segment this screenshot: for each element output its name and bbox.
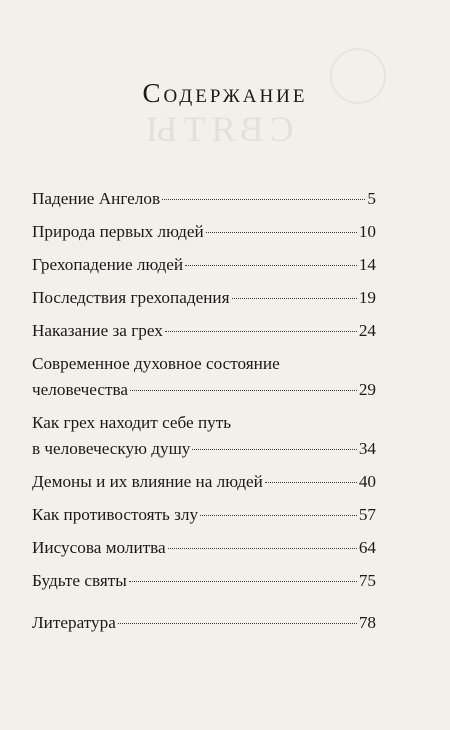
toc-entry-page: 57 <box>358 505 376 524</box>
toc-entry[interactable] <box>32 610 376 636</box>
toc-entry[interactable] <box>32 252 376 278</box>
toc-entry-page: 24 <box>358 321 376 340</box>
dot-leader <box>162 199 365 200</box>
toc-entry-page: 75 <box>358 571 376 590</box>
toc-entry[interactable] <box>32 410 376 462</box>
toc-entry-title-line2: в человеческую душу <box>32 439 191 458</box>
toc-entry-title-block <box>32 410 376 462</box>
toc-entry-title: Падение Ангелов <box>32 189 161 208</box>
toc-entry[interactable] <box>32 568 376 594</box>
page-title: Содержание <box>142 78 308 108</box>
toc-entry-title: Иисусова молитва <box>32 538 166 557</box>
toc-entry-title-line1: Как грех находит себе путь <box>32 413 232 432</box>
toc-entry-title: Демоны и их влияние на людей <box>32 472 263 491</box>
toc-entry[interactable] <box>32 285 376 311</box>
dot-leader <box>185 265 357 266</box>
toc-entry-title-line2: человечества <box>32 380 129 399</box>
dot-leader <box>118 623 357 624</box>
toc-entry[interactable] <box>32 219 376 245</box>
dot-leader <box>129 581 357 582</box>
toc-entry-page: 19 <box>358 288 376 307</box>
toc-entry-page: 34 <box>358 439 376 458</box>
toc-entry[interactable] <box>32 351 376 403</box>
dot-leader <box>200 515 357 516</box>
bleed-through-title: СВЯТЫ <box>140 109 294 149</box>
toc-entry-title-block <box>32 351 376 403</box>
toc-entry[interactable] <box>32 469 376 495</box>
toc-entry-page: 10 <box>358 222 376 241</box>
toc-entry[interactable] <box>32 318 376 344</box>
toc-entry-page: 64 <box>358 538 376 557</box>
dot-leader <box>265 482 357 483</box>
dot-leader <box>165 331 357 332</box>
toc-entry-page: 14 <box>358 255 376 274</box>
toc-entry[interactable] <box>32 535 376 561</box>
toc-entry[interactable] <box>32 502 376 528</box>
dot-leader <box>130 390 357 391</box>
dot-leader <box>192 449 356 450</box>
toc-entry-title: Последствия грехопадения <box>32 288 230 307</box>
toc-entry-page: 5 <box>367 189 376 208</box>
dot-leader <box>168 548 357 549</box>
table-of-contents <box>32 186 376 643</box>
toc-entry-page: 40 <box>358 472 376 491</box>
dot-leader <box>206 232 357 233</box>
toc-entry-title: Как противостоять злу <box>32 505 199 524</box>
toc-entry-title: Литература <box>32 613 116 632</box>
dot-leader <box>232 298 357 299</box>
toc-entry-page: 29 <box>358 380 376 399</box>
toc-entry-title: Наказание за грех <box>32 321 163 340</box>
toc-entry-title: Будьте святы <box>32 571 127 590</box>
toc-entry-title-line1: Современное духовное состояние <box>32 354 280 373</box>
toc-entry-title: Грехопадение людей <box>32 255 184 274</box>
toc-entry-title: Природа первых людей <box>32 222 204 241</box>
toc-entry[interactable] <box>32 186 376 212</box>
toc-entry-page: 78 <box>358 613 376 632</box>
